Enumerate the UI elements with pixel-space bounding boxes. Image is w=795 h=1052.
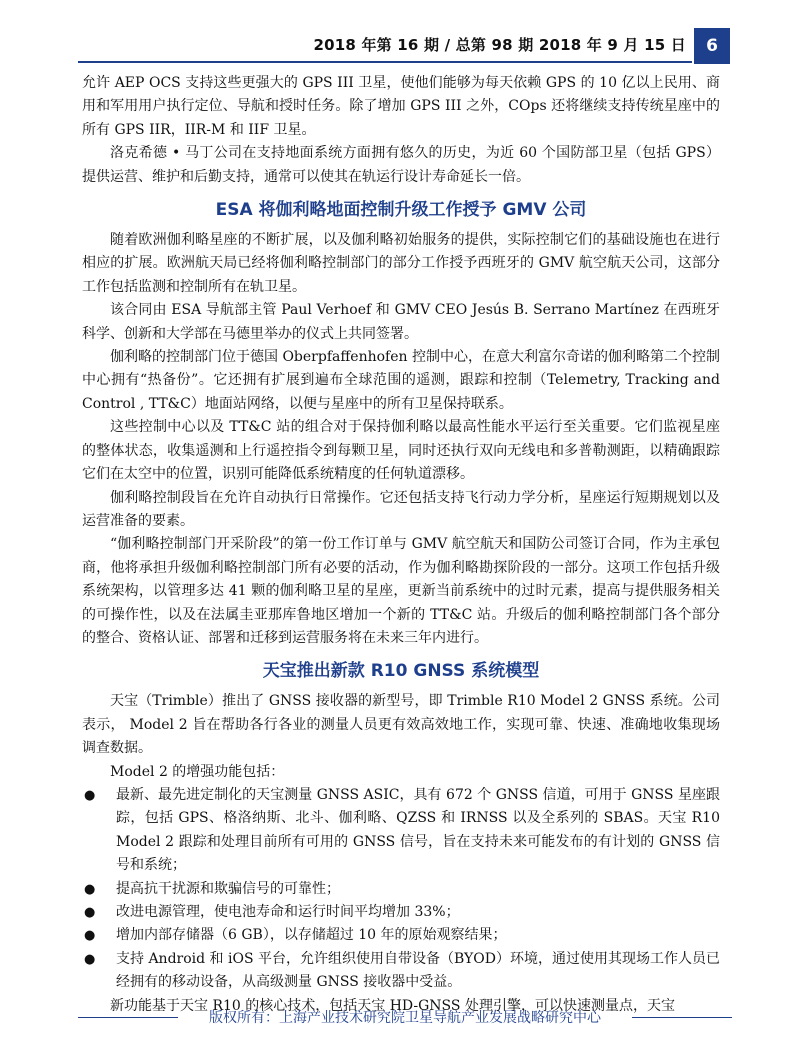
paragraph: 该合同由 ESA 导航部主管 Paul Verhoef 和 GMV CEO Jesús B. Serrano Martínez 在西班牙科学、创新和大学部在马德里举办的仪式上共同签署。 xyxy=(82,302,720,342)
list-item-text: 支持 Android 和 iOS 平台，允许组织使用自带设备（BYOD）环境，通过使用其现场工作人员已经拥有的移动设备，从高级测量 GNSS 接收器中受益。 xyxy=(116,950,720,991)
list-item xyxy=(82,784,720,878)
list-item xyxy=(82,924,720,947)
paragraph: 天宝（Trimble）推出了 GNSS 接收器的新型号，即 Trimble R10 Model 2 GNSS 系统。公司表示， Model 2 旨在帮助各行各业的测量人员更有效高效地工作，实现可靠、快速、准确地收集现场调查数据。 xyxy=(82,693,720,757)
list-item-text: 增加内部存储器（6 GB），以存储超过 10 年的原始观察结果； xyxy=(116,927,507,944)
list-item-text: 最新、最先进定制化的天宝测量 GNSS ASIC，具有 672 个 GNSS 信道，可用于 GNSS 星座跟踪，包括 GPS、格洛纳斯、北斗、伽利略、QZSS 和 IRNSS 以及全系列的 SBAS。天宝 R10 Model 2 跟踪和处理目前所有可用的 GNSS 信号，旨在支持未来可能发布的有计划的 GNSS 信号和系统； xyxy=(116,786,720,874)
paragraph: 洛克希德 • 马丁公司在支持地面系统方面拥有悠久的历史，为近 60 个国防部卫星（包括 GPS）提供运营、维护和后勤支持，通常可以使其在轨运行设计寿命延长一倍。 xyxy=(82,145,720,185)
list-item-text: 提高抗干扰源和欺骗信号的可靠性； xyxy=(116,880,340,897)
page-number: 6 xyxy=(694,28,730,64)
issue-info: 2018 年第 16 期 / 总第 98 期 2018 年 9 月 15 日 xyxy=(313,36,686,54)
article-title-trimble-r10: 天宝推出新款 R10 GNSS 系统模型 xyxy=(262,661,540,682)
bullet-icon: ● xyxy=(84,787,96,803)
bullet-icon: ● xyxy=(84,905,96,920)
page-footer xyxy=(78,1006,732,1030)
bullet-icon: ● xyxy=(84,951,96,967)
list-item xyxy=(82,901,720,924)
paragraph: “伽利略控制部门开采阶段”的第一份工作订单与 GMV 航空航天和国防公司签订合同，作为主承包商，他将承担升级伽利略控制部门所有必要的活动，作为伽利略勘探阶段的一部分。这项工作包括升级系统架构，以管理多达 41 颗的伽利略卫星的星座，更新当前系统中的过时元素，提高与提供服务相关的可操作性，以及在法属圭亚那库鲁地区增加一个新的 TT&C 站。升级后的伽利略控制部门各个部分的整合、资格认证、部署和迁移到运营服务将在未来三年内进行。 xyxy=(82,536,720,646)
paragraph: 伽利略控制段旨在允许自动执行日常操作。它还包括支持飞行动力学分析，星座运行短期规划以及运营准备的要素。 xyxy=(82,489,720,529)
copyright-text: 版权所有：上海产业技术研究院卫星导航产业发展战略研究中心 xyxy=(209,1010,601,1026)
paragraph: 随着欧洲伽利略星座的不断扩展，以及伽利略初始服务的提供，实际控制它们的基础设施也在进行相应的扩展。欧洲航天局已经将伽利略控制部门的部分工作授予西班牙的 GMV 航空航天公司，这部分工作包括监测和控制所有在轨卫星。 xyxy=(82,232,720,295)
paragraph: 新功能基于天宝 R10 的核心技术，包括天宝 HD-GNSS 处理引擎，可以快速测量点，天宝 xyxy=(110,997,675,1014)
header-divider xyxy=(78,61,692,63)
article-title-esa-gmv: ESA 将伽利略地面控制升级工作授予 GMV 公司 xyxy=(215,200,587,221)
list-item xyxy=(82,878,720,901)
page-header xyxy=(78,28,730,64)
paragraph: 允许 AEP OCS 支持这些更强大的 GPS III 卫星，使他们能够为每天依赖 GPS 的 10 亿以上民用、商用和军用用户执行定位、导航和授时任务。除了增加 GPS III 之外，COps 还将继续支持传统星座中的所有 GPS IIR，IIR-M 和 IIF 卫星。 xyxy=(82,75,720,138)
feature-list xyxy=(82,784,720,995)
paragraph: 这些控制中心以及 TT&C 站的组合对于保持伽利略以最高性能水平运行至关重要。它们监视星座的整体状态，收集遥测和上行遥控指令到每颗卫星，同时还执行双向无线电和多普勒测距，以精确跟踪它们在太空中的位置，识别可能降低系统精度的任何轨道漂移。 xyxy=(82,419,720,483)
bullet-icon: ● xyxy=(84,928,96,944)
list-item xyxy=(82,948,720,995)
bullet-icon: ● xyxy=(84,881,96,897)
features-intro: Model 2 的增强功能包括： xyxy=(110,763,285,780)
list-item-text: 改进电源管理，使电池寿命和运行时间平均增加 33%； xyxy=(116,904,460,920)
document-body xyxy=(82,72,720,1018)
paragraph: 伽利略的控制部门位于德国 Oberpfaffenhofen 控制中心，在意大利富尔奇诺的伽利略第二个控制中心拥有“热备份”。它还拥有扩展到遍布全球范围的遥测，跟踪和控制（Telemetry, Tracking and Control , TT&C）地面站网络，以便与星座中的所有卫星保持联系。 xyxy=(82,349,720,412)
